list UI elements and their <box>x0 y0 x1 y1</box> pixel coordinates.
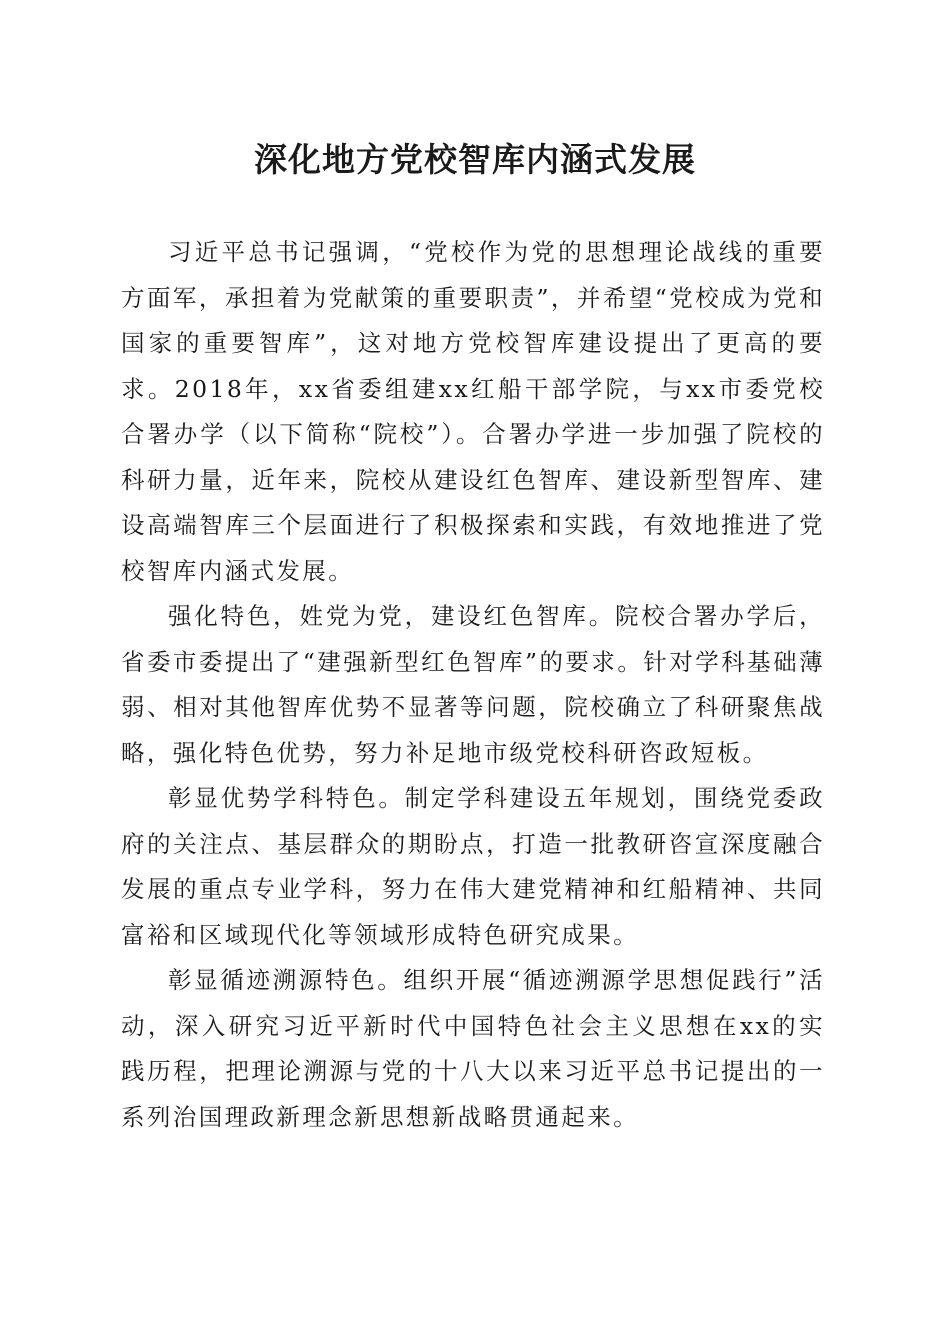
document-title: 深化地方党校智库内涵式发展 <box>254 140 696 179</box>
paragraph-red-think-tank: 强化特色，姓党为党，建设红色智库。院校合署办学后，省委市委提出了“建强新型红色智库”的要求。针对学科基础薄弱、相对其他智库优势不显著等问题，院校确立了科研聚焦战略，强化特色优势，努力补足地市级党校科研咨政短板。 <box>121 602 825 767</box>
document-body <box>121 230 825 1140</box>
paragraph-trace-origins: 彰显循迹溯源特色。组织开展“循迹溯源学思想促践行”活动，深入研究习近平新时代中国特色社会主义思想在xx的实践历程，把理论溯源与党的十八大以来习近平总书记提出的一系列治国理政新理念新思想新战略贯通起来。 <box>121 966 825 1131</box>
paragraph-intro: 习近平总书记强调，“党校作为党的思想理论战线的重要方面军，承担着为党献策的重要职责”，并希望“党校成为党和国家的重要智库”，这对地方党校智库建设提出了更高的要求。2018年，xx省委组建xx红船干部学院，与xx市委党校合署办学（以下简称“院校”）。合署办学进一步加强了院校的科研力量，近年来，院校从建设红色智库、建设新型智库、建设高端智库三个层面进行了积极探索和实践，有效地推进了党校智库内涵式发展。 <box>121 238 825 585</box>
paragraph-discipline-features: 彰显优势学科特色。制定学科建设五年规划，围绕党委政府的关注点、基层群众的期盼点，打造一批教研咨宣深度融合发展的重点专业学科，努力在伟大建党精神和红船精神、共同富裕和区域现代化等领域形成特色研究成果。 <box>121 784 825 949</box>
